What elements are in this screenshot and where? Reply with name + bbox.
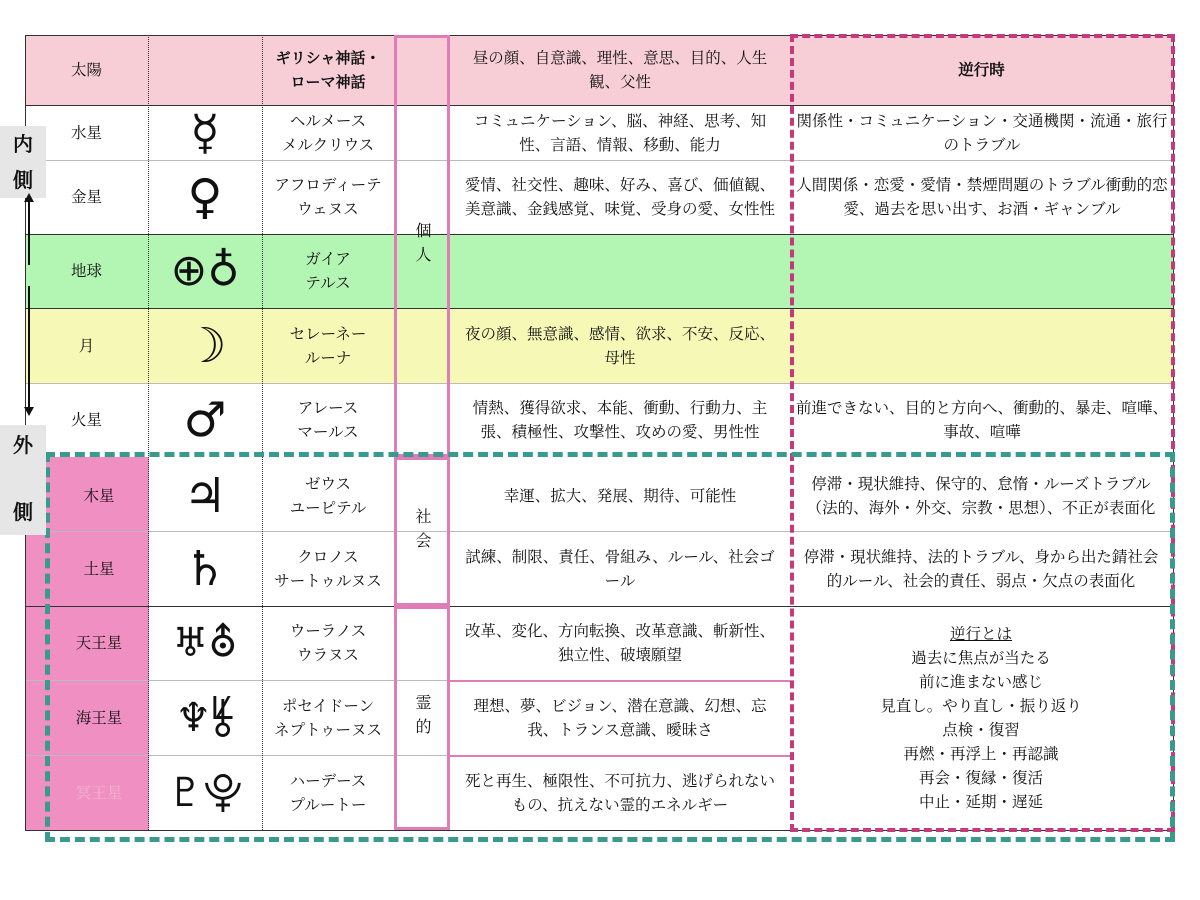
retro-about <box>796 612 1166 824</box>
retro-about-line: 再会・復縁・復活 <box>918 769 1043 787</box>
pluto-symbol-icon: ♇⯓ <box>167 769 243 816</box>
myth-neptune: ポセイドーン ネプトゥーヌス <box>273 696 383 739</box>
myth-uranus: ウーラノス ウラヌス <box>289 622 367 664</box>
planet-name-pluto: 冥王星 <box>75 783 123 802</box>
retro-mercury: 関係性・コミュニケーション・交通機関・流通・旅行のトラブル <box>796 111 1168 154</box>
planet-name-neptune: 海王星 <box>75 708 123 727</box>
myth-venus: アフロディーテ ウェヌス <box>274 176 382 218</box>
myth-mars: アレース マールス <box>297 399 359 441</box>
planet-name-mars: 火星 <box>70 411 102 429</box>
sun-name: 太陽 <box>70 61 102 79</box>
group-personal-label: 個人 <box>413 222 432 270</box>
sun-meaning: 昼の顔、自意識、理性、意思、目的、人生観、父性 <box>472 49 768 91</box>
myth-mercury: ヘルメース メルクリウス <box>281 111 375 154</box>
retro-about-line: 見直し。やり直し・振り返り <box>880 697 1082 715</box>
planet-name-mercury: 水星 <box>70 123 102 142</box>
inner-label-1: 内 <box>13 132 33 156</box>
retro-about-line: 再燃・再浮上・再認識 <box>903 745 1059 763</box>
retro-about-line: 点検・復習 <box>942 721 1020 739</box>
myth-header-line2: ローマ神話 <box>290 73 366 91</box>
myth-header-line1: ギリシャ神話・ <box>275 49 381 67</box>
myth-earth: ガイア テルス <box>305 250 351 292</box>
retro-about-title: 逆行とは <box>949 625 1012 643</box>
retro-about-line: 前に進まない感じ <box>918 673 1043 691</box>
planet-name-moon: 月 <box>78 336 95 355</box>
group-spiritual-label: 霊的 <box>413 694 432 742</box>
retro-about-line: 過去に焦点が当たる <box>911 649 1051 667</box>
earth-symbol-icon: ⊕♁ <box>170 245 240 296</box>
meaning-pluto: 死と再生、極限性、不可抗力、逃げられないもの、抗えない霊的エネルギー <box>464 771 775 814</box>
retro-mars: 前進できない、目的と方向へ、衝動的、暴走、喧嘩、事故、喧嘩 <box>796 399 1169 441</box>
uranus-symbol-icon: ♅⛢ <box>172 620 238 666</box>
retro-venus: 人間関係・恋愛・愛情・禁煙問題のトラブル衝動的恋愛、過去を思い出す、お酒・ギャンブル <box>796 176 1168 218</box>
myth-moon: セレーネー ルーナ <box>289 324 367 367</box>
mars-symbol-icon: ♂ <box>183 392 227 448</box>
moon-symbol-icon: ☽ <box>183 317 227 374</box>
planet-name-jupiter: 木星 <box>83 486 115 505</box>
mercury-symbol-icon: ☿ <box>190 104 220 161</box>
outer-label-1: 外 <box>13 433 33 457</box>
meaning-neptune: 理想、夢、ビジョン、潜在意識、幻想、忘我、トランス意識、曖昧さ <box>473 696 767 739</box>
inner-label-2: 側 <box>13 168 33 192</box>
planet-name-saturn: 土星 <box>83 559 115 578</box>
meaning-uranus: 改革、変化、方向転換、改革意識、斬新性、独立性、破壊願望 <box>464 622 775 664</box>
planet-name-earth: 地球 <box>70 262 102 280</box>
myth-header <box>262 35 394 105</box>
retro-about-line: 中止・延期・遅延 <box>918 793 1043 811</box>
saturn-symbol-icon: ♄ <box>183 540 227 597</box>
myth-saturn: クロノス サートゥルヌス <box>274 547 382 590</box>
myth-pluto: ハーデース プルートー <box>289 771 367 814</box>
retro-jupiter: 停滞・現状維持、保守的、怠惰・ルーズトラブル（法的、海外・外交、宗教・思想）、不正が表面化 <box>806 474 1156 517</box>
meaning-jupiter: 幸運、拡大、発展、期待、可能性 <box>503 486 737 505</box>
retro-saturn: 停滞・現状維持、法的トラブル、身から出た錆社会的ルール、社会的責任、弱点・欠点の表面化 <box>803 547 1159 590</box>
meaning-mercury: コミュニケーション、脳、神経、思考、知性、言語、情報、移動、能力 <box>473 111 767 154</box>
retro-header: 逆行時 <box>958 61 1005 79</box>
planet-name-uranus: 天王星 <box>75 634 123 652</box>
meaning-mars: 情熱、獲得欲求、本能、衝動、行動力、主張、積極性、攻撃性、攻めの愛、男性性 <box>472 399 768 441</box>
outer-label-2: 側 <box>13 500 33 524</box>
venus-symbol-icon: ♀ <box>187 169 223 225</box>
group-social-label: 社会 <box>413 507 432 556</box>
neptune-symbol-icon: ♆⯉ <box>175 694 235 741</box>
meaning-venus: 愛情、社交性、趣味、好み、喜び、価値観、美意識、金銭感覚、味覚、受身の愛、女性性 <box>464 176 776 218</box>
meaning-saturn: 試練、制限、責任、骨組み、ルール、社会ゴール <box>465 547 775 590</box>
meaning-moon: 夜の顔、無意識、感情、欲求、不安、反応、母性 <box>464 324 775 367</box>
myth-jupiter: ゼウス ユーピテル <box>289 474 367 517</box>
jupiter-symbol-icon: ♃ <box>183 467 227 524</box>
planet-name-venus: 金星 <box>70 188 102 206</box>
